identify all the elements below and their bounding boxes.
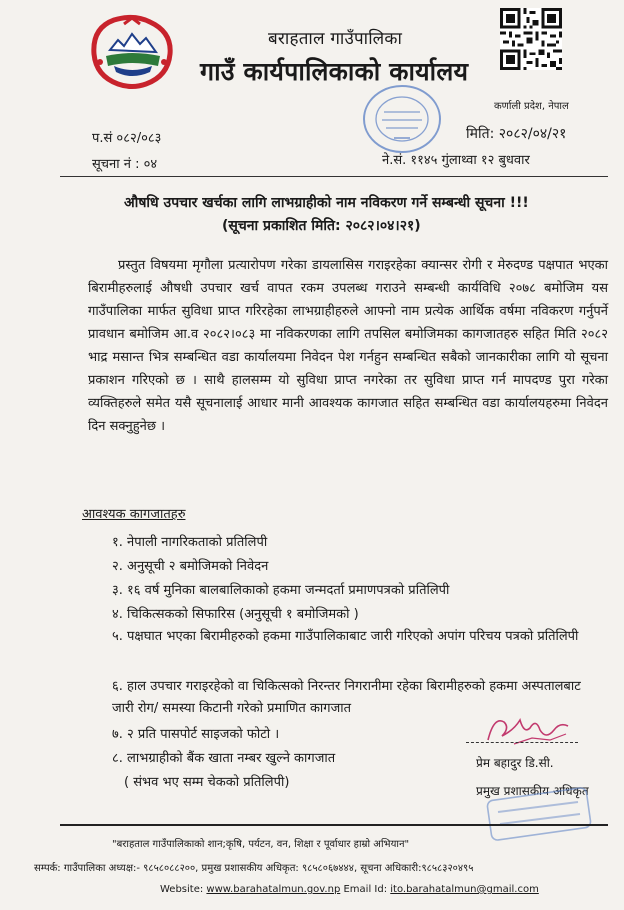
document-item: १. नेपाली नागरिकताको प्रतिलिपी bbox=[112, 535, 268, 550]
document-item: ७. २ प्रति पासपोर्ट साइजको फोटो । bbox=[112, 727, 280, 742]
nepal-emblem-icon bbox=[84, 10, 180, 94]
website-link[interactable]: www.barahatalmun.gov.np bbox=[206, 884, 341, 895]
signature-line bbox=[466, 742, 578, 743]
email-link[interactable]: ito.barahatalmun@gmail.com bbox=[390, 884, 539, 895]
nepal-samvat-date: ने.सं. ११४५ गुंलाथ्वा १२ बुधवार bbox=[382, 153, 530, 168]
notice-date: मिति: २०८२/०४/२१ bbox=[466, 126, 567, 142]
documents-heading: आवश्यक कागजातहरु bbox=[82, 507, 186, 522]
notice-subtitle: (सूचना प्रकाशित मिति: २०८२।०४।२१) bbox=[222, 218, 421, 234]
signer-name: प्रेम बहादुर डि.सी. bbox=[476, 756, 554, 770]
officer-stamp-icon bbox=[486, 784, 592, 850]
document-item: ५. पक्षघात भएका बिरामीहरुको हकमा गाउँपालिकाबाट जारी गरिएको अपांग परिचय पत्रको प्रतिलिपी bbox=[112, 629, 579, 644]
notice-title: औषधि उपचार खर्चका लागि लाभग्राहीको नाम नविकरण गर्ने सम्बन्धी सूचना !!! bbox=[124, 195, 529, 211]
province-label: कर्णाली प्रदेश, नेपाल bbox=[494, 101, 569, 112]
email-label: Email Id: bbox=[343, 884, 388, 895]
document-item: ६. हाल उपचार गराइरहेको वा चिकित्सको निरन्तर निगरानीमा रहेका बिरामीहरुको हकमा अस्पतालबाट जारी रोग/ समस्या किटानी गरेको प्रमाणित कागजात bbox=[112, 679, 581, 716]
website-label: Website: bbox=[160, 884, 204, 895]
document-item: २. अनुसूची २ बमोजिमको निवेदन bbox=[112, 559, 269, 574]
signer-title: प्रमुख प्रशासकीय अधिकृत bbox=[476, 784, 589, 798]
document-item: ४. चिकित्सकको सिफारिस (अनुसूची १ बमोजिमको ) bbox=[112, 607, 359, 622]
document-item: ( संभव भए सम्म चेकको प्रतिलिपी) bbox=[124, 775, 290, 790]
office-stamp-icon bbox=[360, 82, 444, 156]
footer-contact: सम्पर्क: गाउँपालिका अध्यक्ष:- ९८५८०८८२००, प्रमुख प्रशासकीय अधिकृत: ९८५८०६७४४४, सूचना अधिकारी:९८५८३२०४९५ bbox=[34, 863, 474, 874]
footer-slogan: "बराहताल गाउँपालिकाको शान;कृषि, पर्यटन, वन, शिक्षा र पूर्वाधार हाम्रो अभियान" bbox=[112, 839, 410, 850]
footer-divider bbox=[60, 824, 608, 826]
qr-code-icon bbox=[500, 8, 562, 70]
footer-web-email bbox=[160, 884, 539, 895]
org-name: बराहताल गाउँपालिका bbox=[268, 29, 403, 49]
document-item: ८. लाभग्राहीको बैंक खाता नम्बर खुल्ने कागजात bbox=[112, 751, 336, 766]
reference-number: प.सं ०८२/०८३ bbox=[92, 131, 162, 146]
document-item: ३. १६ वर्ष मुनिका बालबालिकाको हकमा जन्मदर्ता प्रमाणपत्रको प्रतिलिपी bbox=[112, 583, 450, 598]
office-name: गाउँ कार्यपालिकाको कार्यालय bbox=[200, 57, 469, 86]
notice-number: सूचना नं : ०४ bbox=[92, 157, 158, 172]
signature-icon bbox=[474, 700, 584, 758]
header-divider bbox=[60, 176, 608, 177]
notice-body: प्रस्तुत विषयमा मृगौला प्रत्यारोपण गरेका डायलासिस गराइरहेका क्यान्सर रोगी र मेरुदण्ड पक्षपात भएका बिरामीहरुलाई औषधी उपचार खर्च वापत रकम उपलब्ध गराउने सम्बन्धी कार्यविधि २०७८ बमोजिम यस गाउँपालिका मार्फत सुविधा प्राप्त गरिरहेका लाभग्राहीहरुले आफ्नो नाम प्रत्येक आर्थिक वर्षमा नविकरण गर्नुपर्ने प्रावधान बमोजिम आ.व २०८२।०८३ मा नविकरणका लागि तपसिल बमोजिमका कागजातहरु सहित मिति २०८२ भाद्र मसान्त भित्र सम्बन्धित वडा कार्यालयमा निवेदन पेश गर्नहुन सम्बन्धित सबैको जानकारीका लागि यो सूचना प्रकाशन गरिएको छ । साथै हालसम्म यो सुविधा प्राप्त नगरेका तर सुविधा प्राप्त गर्न मापदण्ड पुरा गरेका व्यक्तिहरुले समेत यसै सूचनालाई आधार मानी आवश्यक कागजात सहित सम्बन्धित वडा कार्यालयहरुमा निवेदन दिन सक्नुहुनेछ । bbox=[88, 258, 608, 434]
